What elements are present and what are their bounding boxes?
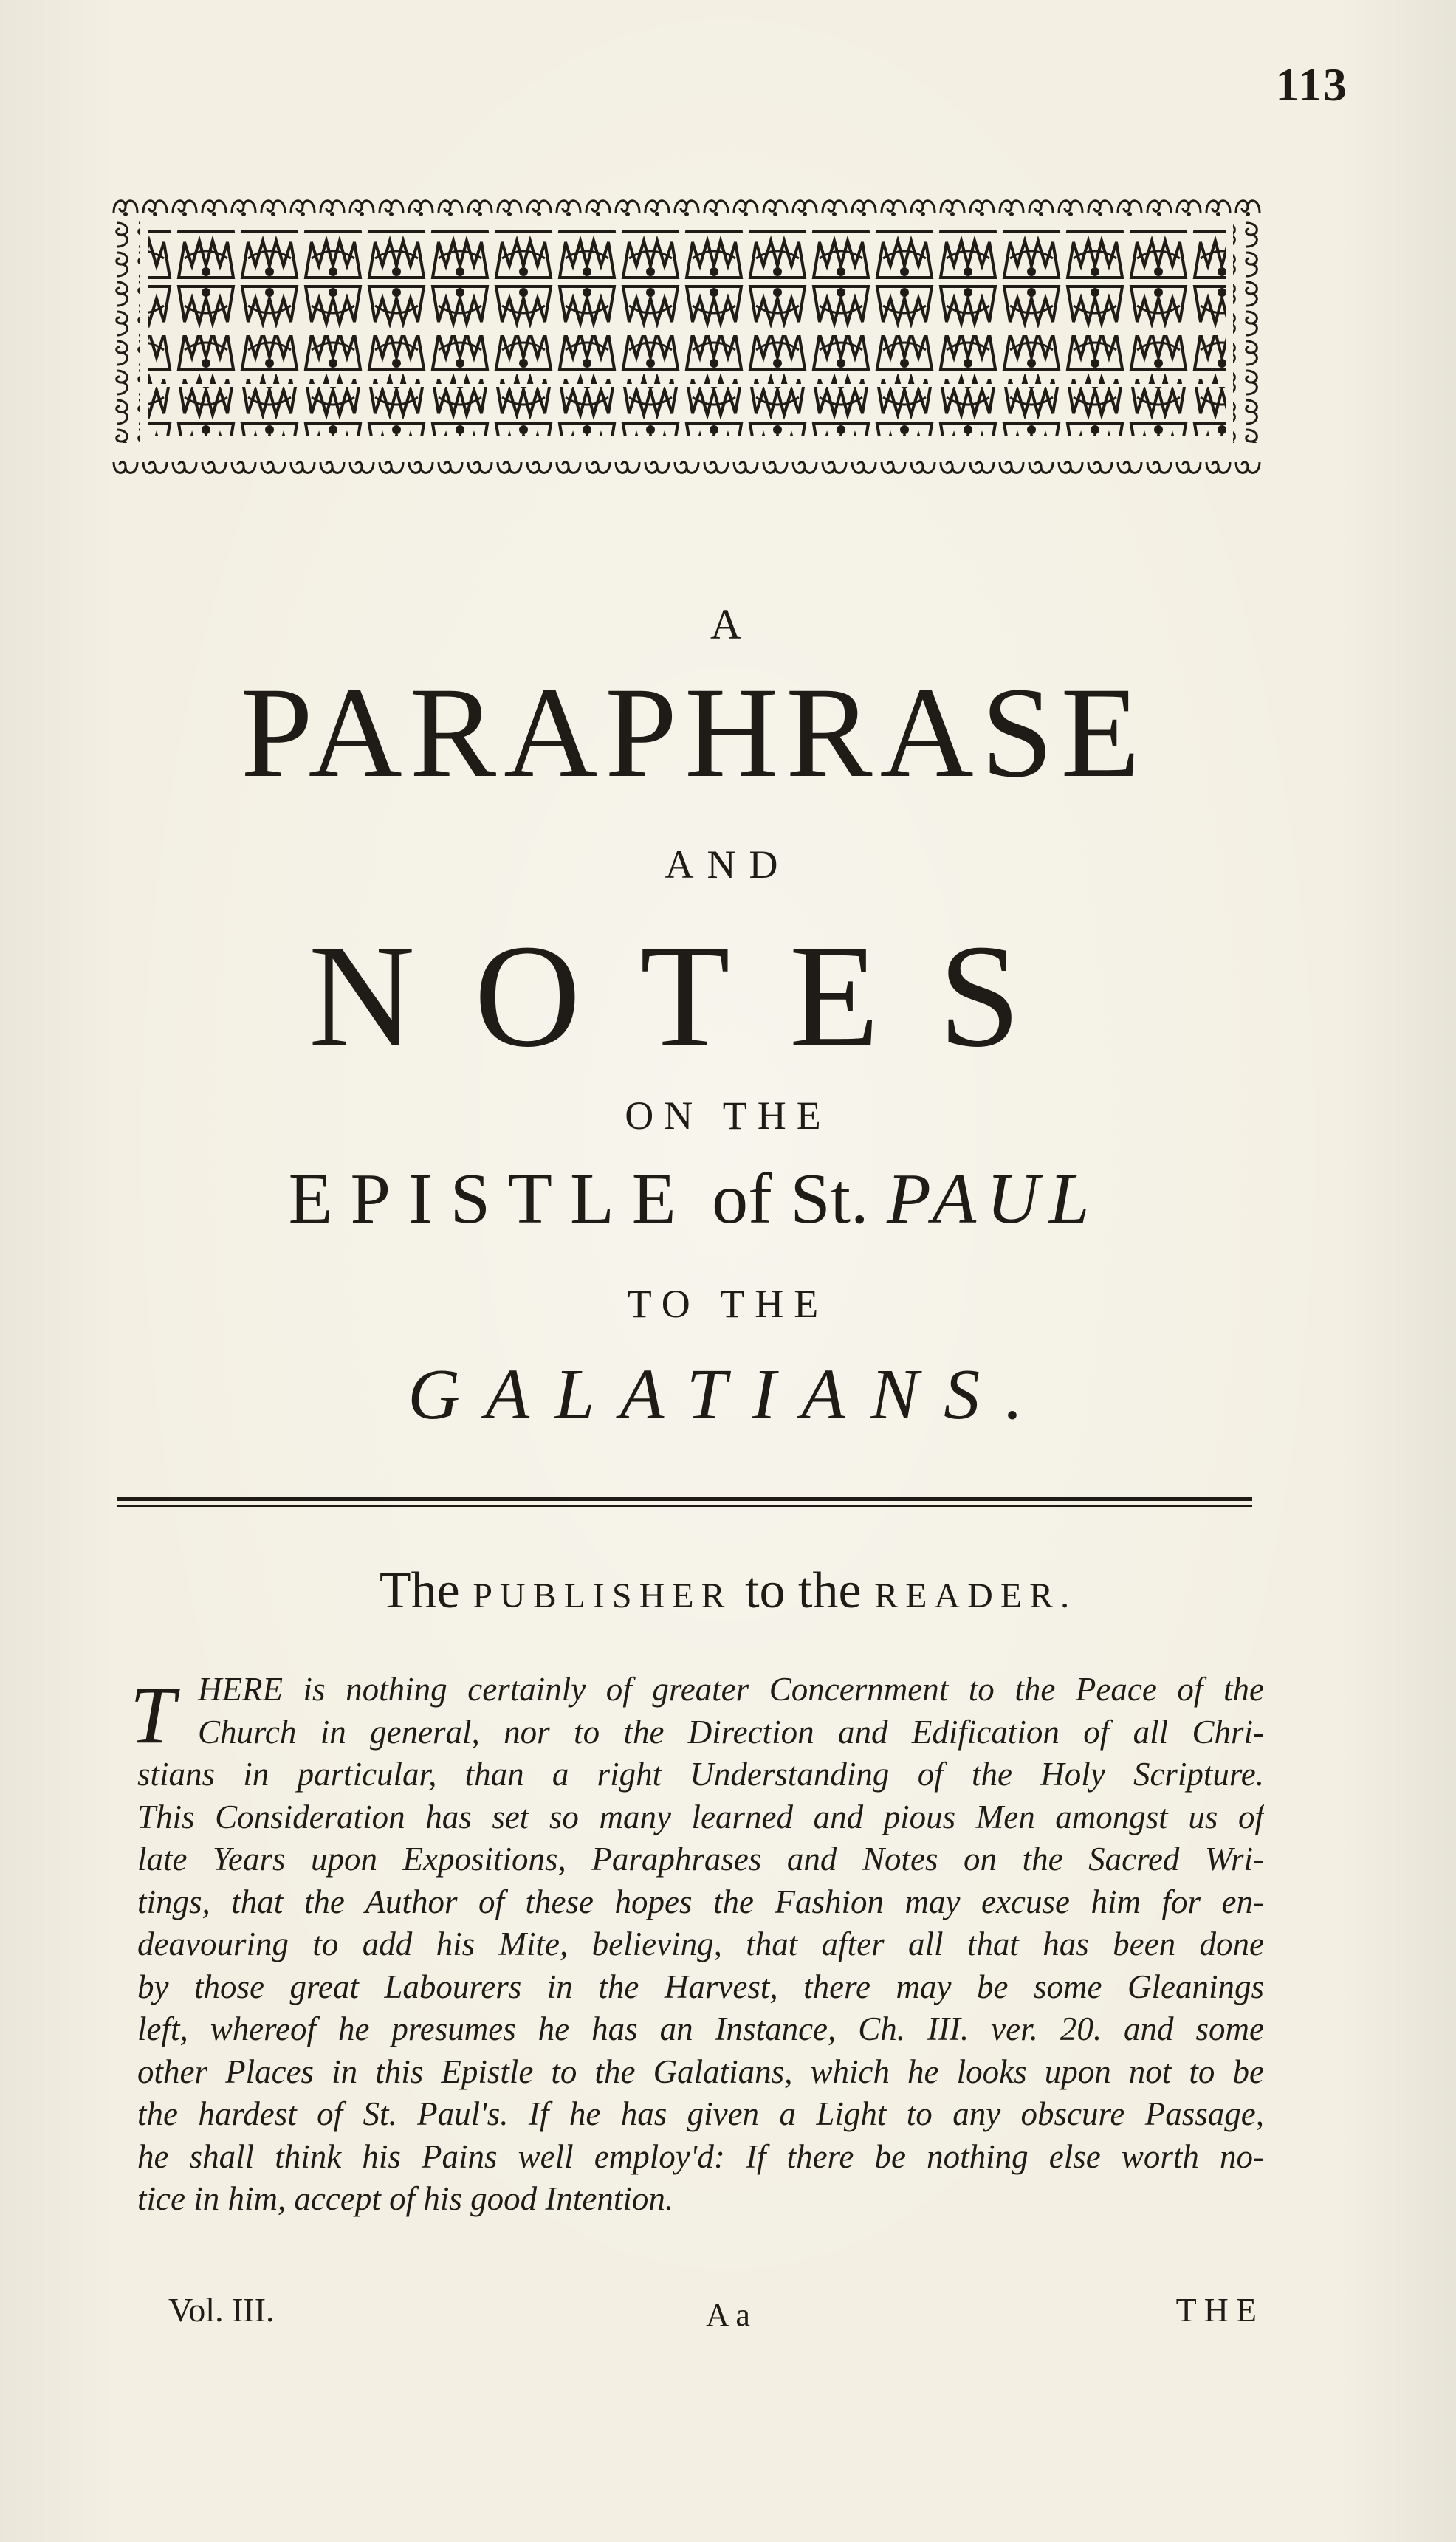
title-paraphrase: PARAPHRASE <box>240 661 1148 805</box>
publisher-heading <box>0 1562 1456 1621</box>
page-number: 113 <box>1275 58 1348 111</box>
title-epistle: EPISTLE <box>288 1159 694 1239</box>
drop-cap: T <box>130 1670 176 1760</box>
title-epistle-line <box>118 1159 1270 1239</box>
title-on-the: ON THE <box>625 1093 831 1138</box>
title-notes: NOTES <box>308 915 1080 1078</box>
paragraph-line: tice in him, accept of his good Intention. <box>137 2180 674 2217</box>
paragraph-line: late Years upon Expositions, Paraphrases and Notes on the Sacred Wri- <box>137 1841 1264 1878</box>
paragraph-line: HERE is nothing certainly of greater Concernment to the Peace of the <box>198 1671 1264 1708</box>
heading-to-the: to the <box>745 1562 862 1619</box>
paragraph-line: left, whereof he presumes he has an Instance, Ch. III. ver. 20. and some <box>137 2010 1264 2047</box>
paragraph-line: by those great Labourers in the Harvest, there may be some Gleanings <box>137 1968 1264 2005</box>
divider-rule-thick <box>117 1497 1252 1501</box>
heading-the: The <box>379 1562 460 1619</box>
heading-reader: READER. <box>874 1576 1077 1615</box>
paragraph-line: This Consideration has set so many learned and pious Men amongst us of <box>137 1798 1264 1835</box>
title-article: A <box>710 600 746 648</box>
paragraph-line: deavouring to add his Mite, believing, that after all that has been done <box>137 1926 1264 1962</box>
heading-publisher: PUBLISHER <box>473 1576 732 1615</box>
paragraph-line: stians in particular, than a right Understanding of the Holy Scripture. <box>137 1756 1264 1793</box>
divider-rule-thin <box>117 1505 1252 1507</box>
paragraph-line: Church in general, nor to the Direction and Edification of all Chri- <box>198 1713 1264 1751</box>
paragraph-line: he shall think his Pains well employ'd: If there be nothing else worth no- <box>137 2137 1264 2175</box>
ornamental-headpiece <box>111 190 1263 493</box>
title-paul: PAUL <box>887 1159 1100 1239</box>
title-to-the: TO THE <box>627 1282 829 1326</box>
paragraph-line: the hardest of St. Paul's. If he has given a Light to any obscure Passage, <box>137 2095 1264 2132</box>
catchword: THE <box>1175 2291 1264 2329</box>
volume-label: Vol. III. <box>168 2291 275 2329</box>
paragraph-line: other Places in this Epistle to the Galatians, which he looks upon not to be <box>137 2053 1264 2090</box>
paragraph-line: tings, that the Author of these hopes the Fashion may excuse him for en- <box>137 1883 1264 1920</box>
title-galatians: GALATIANS. <box>408 1355 1048 1435</box>
title-and: AND <box>665 842 791 887</box>
signature-mark: A a <box>706 2297 750 2333</box>
title-of-st: of St. <box>712 1159 869 1239</box>
publisher-note-paragraph <box>137 1669 1264 2221</box>
